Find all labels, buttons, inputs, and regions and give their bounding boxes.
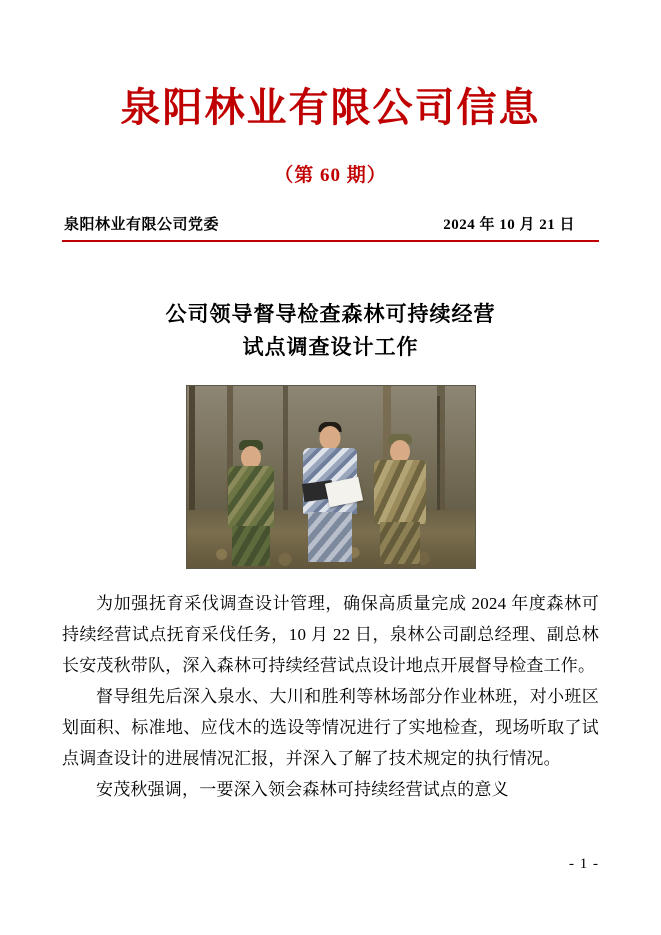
article-paragraph: 为加强抚育采伐调查设计管理，确保高质量完成 2024 年度森林可持续经营试点抚育采伐任务，10 月 22 日，泉林公司副总经理、副总林长安茂秋带队，深入森林可持续经营试点设计地点开展督导检查工作。 <box>62 594 599 675</box>
issue-number: （第 60 期） <box>274 165 387 186</box>
masthead-title: 泉阳林业有限公司信息 <box>120 85 541 130</box>
photo-person-right-legs <box>380 522 420 564</box>
photo-person-left-jacket <box>228 466 274 528</box>
photo-person-right <box>369 432 431 564</box>
photo-person-center <box>297 422 363 564</box>
publish-date: 2024 年 10 月 21 日 <box>443 217 575 233</box>
photo-person-left-legs <box>232 526 270 566</box>
article-title-line-1: 公司领导督导检查森林可持续经营 <box>165 302 496 326</box>
article-title-line-2: 试点调查设计工作 <box>242 334 419 359</box>
article-paragraph: 督导组先后深入泉水、大川和胜利等林场部分作业林班，对小班区划面积、标准地、应伐木的选设等情况进行了实地检查，现场听取了试点调查设计的进展情况汇报，并深入了解了技术规定的执行情况。 <box>62 686 599 768</box>
article-photo-container <box>62 385 599 569</box>
article-paragraph: 安茂秋强调，一要深入领会森林可持续经营试点的意义 <box>96 779 509 799</box>
publisher-name: 泉阳林业有限公司党委 <box>64 217 220 233</box>
photo-person-center-legs <box>308 512 352 562</box>
field-survey-photo <box>186 385 476 569</box>
photo-person-right-jacket <box>374 460 426 524</box>
masthead-meta <box>62 213 599 240</box>
article-title <box>62 298 599 363</box>
article-body <box>62 589 599 806</box>
photo-person-center-head <box>319 426 340 450</box>
photo-person-left <box>223 436 279 564</box>
masthead-divider <box>62 240 599 242</box>
page-number: - 1 - <box>569 856 599 872</box>
